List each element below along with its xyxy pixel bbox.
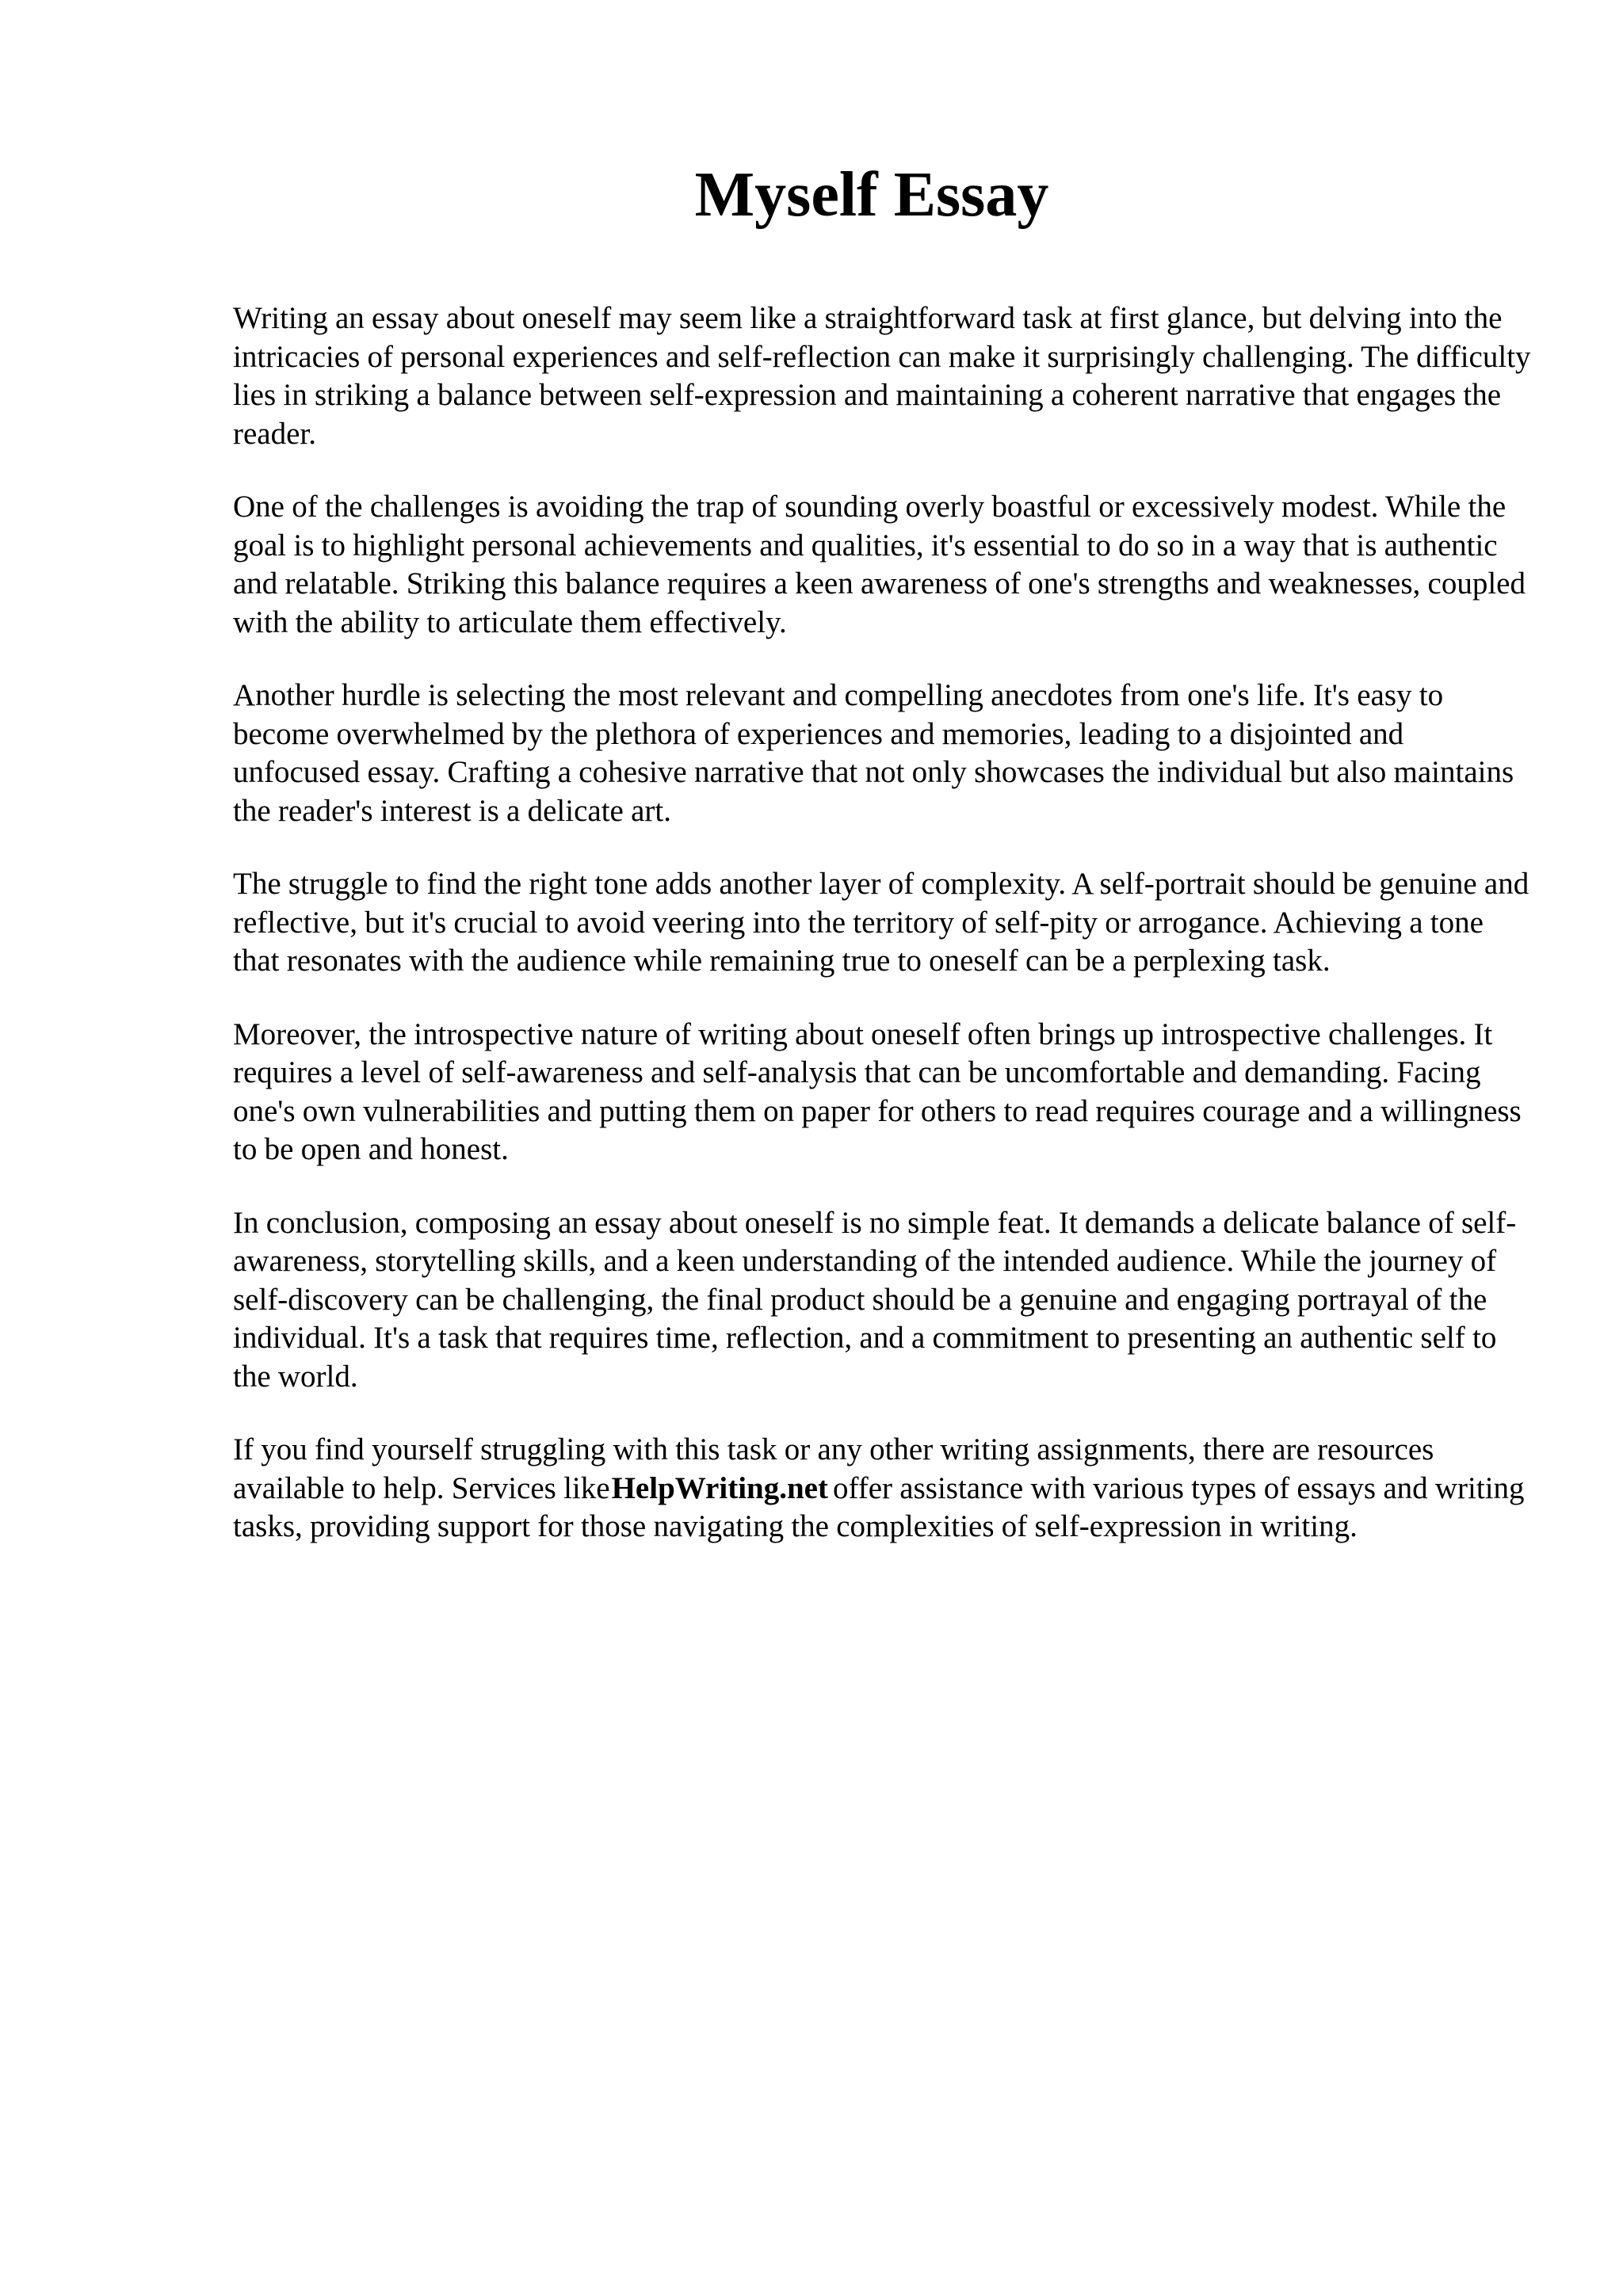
paragraph-4: The struggle to find the right tone adds another layer of complexity. A self-portrait should be genuine and reflective, but it's crucial to avoid veering into the territory of self-pity or arrogance. Achieving a tone that resonates with the audience while remaining true to oneself can be a perplexing task. bbox=[233, 867, 1529, 978]
paragraph-1: Writing an essay about oneself may seem like a straightforward task at first glance, but delving into the intricacies of personal experiences and self-reflection can make it surprisingly challenging. The difficulty lies in striking a balance between self-expression and maintaining a coherent narrative that engages the reader. bbox=[233, 301, 1531, 451]
paragraph-6: In conclusion, composing an essay about oneself is no simple feat. It demands a delicate balance of self-awareness, storytelling skills, and a keen understanding of the intended audience. While the journey of self-discovery can be challenging, the final product should be a genuine and engaging portrayal of the individual. It's a task that requires time, reflection, and a commitment to presenting an authentic self to the world. bbox=[233, 1205, 1517, 1394]
helpwriting-link[interactable]: HelpWriting.net bbox=[611, 1470, 828, 1505]
paragraph-5: Moreover, the introspective nature of writing about oneself often brings up introspective challenges. It requires a level of self-awareness and self-analysis that can be uncomfortable and demanding. Facing one's own vulnerabilities and putting them on paper for others to read requires courage and a willingness to be open and honest. bbox=[233, 1016, 1522, 1166]
paragraph-7-intro: If you find yourself struggling with this task or any other writing assignments, there are resources available to help. Services like bbox=[233, 1432, 1434, 1505]
essay-body bbox=[233, 299, 1533, 1581]
paragraph-7-rest: offer assistance with various types of essays and writing tasks, providing support for those navigating the complexities of self-expression in writing. bbox=[233, 1470, 1525, 1543]
paragraph-2: One of the challenges is avoiding the trap of sounding overly boastful or excessively modest. While the goal is to highlight personal achievements and qualities, it's essential to do so in a way that is authentic and relatable. Striking this balance requires a keen awareness of one's strengths and weaknesses, coupled with the ability to articulate them effectively. bbox=[233, 490, 1526, 639]
paragraph-3: Another hurdle is selecting the most relevant and compelling anecdotes from one's life. It's easy to become overwhelmed by the plethora of experiences and memories, leading to a disjointed and unfocused essay. Crafting a cohesive narrative that not only showcases the individual but also maintains the reader's interest is a delicate art. bbox=[233, 678, 1514, 828]
paragraph-7 bbox=[233, 1431, 1533, 1547]
document-title: Myself Essay bbox=[694, 160, 1049, 230]
